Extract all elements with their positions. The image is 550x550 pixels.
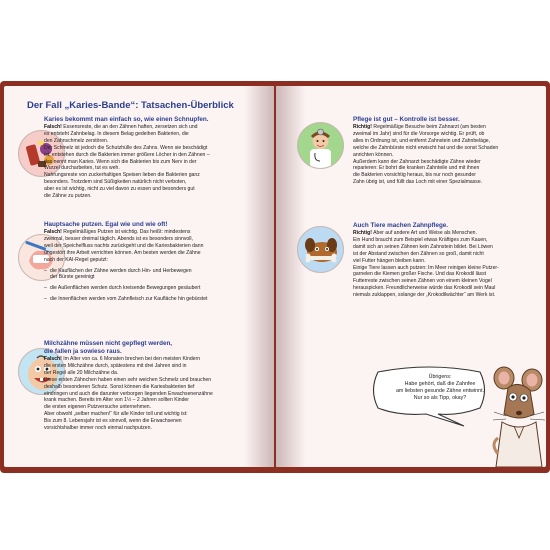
- body-line: anrichten können.: [353, 151, 394, 158]
- bubble-line: Habe gehört, daß die Zahnfee: [404, 381, 476, 387]
- body-line: Aber obwohl „selber machen!“ für alle Kinder toll und wichtig ist:: [44, 411, 188, 418]
- section-tiere: [353, 222, 538, 299]
- section-heading: Karies bekommt man einfach so, wie einen Schnupfen.: [44, 116, 209, 123]
- body-line: die Zähne zu putzen.: [44, 193, 92, 200]
- body-line: das nennt man Karies. Wenn sich die Bakterien bis zum Nerv in der: [44, 158, 197, 165]
- body-line: Essensreste, die an den Zähnen haften, zersetzen sich und: [61, 124, 198, 130]
- right-page: [276, 86, 546, 467]
- section-body: [44, 229, 269, 264]
- section-kontrolle: [353, 116, 538, 186]
- body-line: besonders. Trotzdem sind Süßigkeiten natürlich nicht verboten,: [44, 179, 187, 186]
- body-line: die ersten Milchzähne durch, spätestens mit drei Jahren sind in: [44, 362, 187, 369]
- body-line: weil der Speichelfluss nachts zurückgeht und die Kariesbakterien dann: [44, 242, 204, 249]
- list-item-text: die Außenflächen werden durch kreisende Bewegungen gesäubert: [50, 285, 201, 292]
- body-line: krank machen. Bereits im Alter von 1½ – 2 Jahren sollten Kinder: [44, 397, 189, 404]
- bubble-line: Übrigens:: [428, 374, 452, 380]
- section-heading-cont: die fallen ja sowieso raus.: [44, 348, 122, 355]
- list-item-text: der Bürste gereinigt: [50, 274, 95, 281]
- body-line: Einige Tiere lassen auch putzen: Im Meer reinigen kleine Putzer-: [353, 264, 499, 271]
- body-line: Zahn übrig ist, und füllt das Loch mit einer Spezialmasse.: [353, 179, 483, 186]
- body-line: deshalb besonderen Schutz. Sonst können die Kariesbakterien tief: [44, 383, 195, 390]
- verdict-label: Falsch!: [44, 124, 62, 130]
- list-item: [44, 268, 269, 282]
- body-line: die Bakterien vorsichtig heraus, bis nur noch gesunder: [353, 172, 476, 179]
- kai-rule-list: [44, 268, 269, 304]
- body-line: welche die Zahnbürste nicht erwischt hat und die sonst Schaden: [353, 144, 499, 151]
- body-line: garnelen die Kiemen großer Fische. Und das Krokodil lässt: [353, 271, 487, 278]
- body-line: damit sich an seinen Zähnen kein Zahnstein bildet. Bei Löwen: [353, 243, 493, 250]
- body-line: ungestört ihre Arbeit verrichten können. Am besten werden die Zähne: [44, 249, 201, 256]
- body-line: Der Schmelz ist jedoch die Schutzhülle des Zahns. Wenn sie beschädigt: [44, 144, 208, 151]
- body-line: vorsichtshalber immer noch einmal nachputzen.: [44, 425, 152, 432]
- body-line: zweimal im Jahr) sind für die Vorsorge wichtig. Er prüft, ob: [353, 130, 485, 137]
- list-item-text: die Innenflächen werden vom Zahnfleisch zur Kaufläche hin gebürstet: [50, 296, 208, 303]
- body-line: alles in Ordnung ist, und entfernt Zahnstein und Zahnbeläge,: [353, 137, 491, 144]
- body-line: die ersten eigenen Putzversuche unternehmen.: [44, 404, 152, 411]
- body-line: Außerdem kann der Zahnarzt beschädigte Zähne wieder: [353, 158, 481, 165]
- body-line: der Regel alle 20 Milchzähne da.: [44, 369, 119, 376]
- section-heading: Auch Tiere machen Zahnpflege.: [353, 222, 449, 229]
- body-line: Nahrungsreste von zuckerhaltigen Speisen lieben die Bakterien ganz: [44, 172, 200, 179]
- body-line: Wurzel durcharbeiten, tut es weh.: [44, 165, 120, 172]
- body-line: herauspicken. Freundlicherweise würde das Krokodil sein Maul: [353, 285, 496, 292]
- section-milchzaehne: [44, 340, 269, 432]
- body-line: aber es ist wichtig, nicht zu viel davon zu essen und besonders gut: [44, 186, 195, 193]
- list-item: [44, 296, 269, 303]
- section-putzen: [44, 221, 269, 303]
- body-line: Im Alter von ca. 6 Monaten brechen bei den meisten Kindern: [61, 356, 201, 362]
- section-heading: Hauptsache putzen. Egal wie und wie oft!: [44, 221, 168, 228]
- verdict-label: Falsch!: [44, 229, 62, 235]
- body-line: den Zahnschmelz zerstören.: [44, 137, 109, 144]
- body-line: Futterreste zwischen seinen Zähnen von einem kleinen Vogel: [353, 278, 492, 285]
- dog-bone-icon: [297, 226, 344, 273]
- section-body: [353, 230, 538, 299]
- body-line: es entsteht Zahnbelag. In diesem Belag gedeihen Bakterien, die: [44, 130, 189, 137]
- section-body: [44, 124, 269, 200]
- body-line: ist der Abstand zwischen den Zähnen so groß, damit nicht: [353, 250, 484, 257]
- speech-bubble-text: [380, 374, 500, 402]
- list-item: [44, 285, 269, 292]
- left-page: [4, 86, 274, 467]
- body-line: reparieren: Er bohrt die kranken Zahnteile und mit ihnen: [353, 165, 480, 172]
- bubble-line: am liebsten gesunde Zähne entwinnt.: [395, 388, 485, 394]
- body-line: ist, entstehen durch die Bakterien immer größere Löcher in den Zähnen –: [44, 151, 210, 158]
- section-karies: [44, 116, 269, 200]
- verdict-label: Richtig!: [353, 124, 372, 130]
- body-line: eindringen und auch die darunter verborgen liegenden Erwachsenenzähne: [44, 390, 213, 397]
- body-line: Aber auf andere Art und Weise als Menschen.: [371, 230, 477, 236]
- verdict-label: Richtig!: [353, 230, 372, 236]
- section-body: [353, 124, 538, 186]
- section-body: [44, 356, 269, 432]
- body-line: niemals zuklappen, solange der „Krokodilwächter“ am Werk ist.: [353, 292, 496, 299]
- section-heading: Milchzähne müssen nicht gepflegt werden,: [44, 340, 173, 347]
- list-item-text: die Kauflächen der Zähne werden durch Hin- und Herbewegen: [50, 267, 192, 274]
- body-line: Regelmäßige Besuche beim Zahnarzt (am besten: [371, 124, 486, 130]
- body-line: zweimal, besser dreimal täglich. Abends ist es besonders sinnvoll,: [44, 235, 193, 242]
- body-line: Ein Hund braucht zum Beispiel etwas Kräftiges zum Kauen,: [353, 236, 488, 243]
- body-line: viel Futter hängen bleiben kann.: [353, 257, 426, 264]
- body-line: Diese ersten Zähnchen haben einen sehr weichen Schmelz und brauchen: [44, 376, 212, 383]
- bubble-line: Nur so als Tipp, okay?: [413, 395, 467, 401]
- dentist-icon: [297, 122, 344, 169]
- section-heading: Pflege ist gut – Kontrolle ist besser.: [353, 116, 460, 123]
- body-line: Bis zum 8. Lebensjahr ist es sinnvoll, wenn die Erwachsenen: [44, 418, 182, 425]
- page-title: Der Fall „Karies-Bande“: Tatsachen-Überblick: [27, 100, 234, 111]
- verdict-label: Falsch!: [44, 356, 62, 362]
- body-line: Regelmäßiges Putzen ist wichtig. Das heißt: mindestens: [61, 229, 191, 235]
- body-line: nach der KAI-Regel geputzt:: [44, 256, 108, 263]
